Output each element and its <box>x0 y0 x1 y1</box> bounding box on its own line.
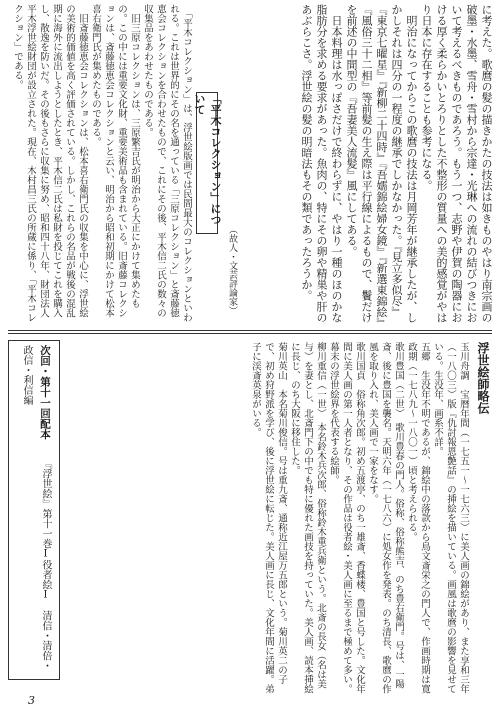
next-issue-box <box>8 340 60 680</box>
essay-author-note: （故人・文芸評論家） <box>227 225 237 315</box>
bio-body: 玉川舟調 宝暦年間（一七五一〜一七六三）に美人画の錦絵があり、また享和三年（一八〇三）版『仇討報恩艶話』の挿絵を描いている。画風は歌麿の影響を見せている。生没年、画系不詳。 五郷 生没年不明であるが、錦絵中の落款から鳥文斎栄之の門人で、作画時期は寛政期（一七八九〜一八〇一）頃と考えられる。 歌川豊国（二世） 歌川豊春の門人。俗称、俗称熊吉、のち豊右衛門。号は、一陽斎、後に豊国を襲名。天明六年（一七八六）に処女作を発表。のち清長、歌麿の作風を取り入れ、美人画で一家をなす。 歌川国貞 俗称角次郎。初め五渡亭、のち一雄斎、香蝶楼、豊国と号した。文化年間に美人画の第一人者となり、その作品は役者絵・美人画に至るまで極めて多い。幕末の浮世絵界を代表する絵師。 柳川重信（一世） 本名鈴木兵次郎、俗称鈴木重兵衛という。北斎の長女（名は美与）を妻とし、北斎門下の中でも特に優れた画技を持っていた。美人画、読本挿絵に長じ、のち大阪に移住した。 菊川英山 本名菊川俊信。号は重九斎、通称近江屋万五郎という。菊川英二の子で、初め狩野派を学び、後に浮世絵に転じた。美人画に長じ、文化年間に活躍。弟子に渓斎英泉がいる。 <box>250 342 469 694</box>
bio-header: 浮世絵師略伝 <box>476 342 490 414</box>
next-issue-title: 次回・第十一回配本 <box>39 345 51 440</box>
page-number: 3 <box>28 694 35 707</box>
section-divider <box>8 333 492 334</box>
essay-body: に考えた。歌麿の髪の描きかたの技法は如きものやはり南宗画の破墨・水墨、雪舟・雪村から宗達・光琳への流れの結びつきにおいて考えるべきものであろう。もう一つ、志野や伊賀の陶器における厚く柔らかいとろりとした不整形の質量への美的感覚がやはり日本に存在することも参考になる。 明治になってからこの歌麿の技法は月岡芳年が継承したが、しかしそれは四分の一程度の継承でしかなかった。『見立多似尽』『東京七曜星』『新柳二十四時』『吾嬬錦絵婦女鏡』『新選東錦絵』『風俗三十二相』等前髪の生え際は平行線によるもので、鬢だけを前述の中間型の『吾妻美人流髪』風にしてある。 日本料理は水っぽさだけで終わらずに、やはり一種のほのかな脂肪分を求める要求があった。魚肉の、特にその卵や精巣や肝のあぶらこさ。浮世絵の髪の明暗法もその類であったろうか。 <box>300 4 493 323</box>
hiranoki-section-body: 「平木コレクション」は、浮世絵版画では民間最大のコレクションといわれる。これは世界的にその名を通っている「三原コレクション」と斎藤徳恵会コレクションを合わせたもので、これにその後、平木信二氏の数々の収集品をあわせたものである。 旧三原コレクションは、三原繁吉氏が明治から大正にかけて集めたもの。この中には重要文化財、重要美術品も含まれている。旧斎藤コレクションは、斎藤徳恵会コレクションと云い、明治から昭和初期にかけて松本喜右衛門氏が集めたものである。 旧斎藤徳恵会コレクションは、松本喜右衛門氏の収集を中心に、浮世絵の美術的価値を高く評価されている。しかし、これらの名品が戦後の混乱期に海外に流出しようとしたとき、平木信二氏は私財を投じてこれを購入し、散逸を防いだ。その後もさらに収集に努め、昭和四十八年、財団法人平木浮世絵財団が設立された。現在、木村昌三氏の所蔵に係り、「平木コレクション」である。 <box>12 4 192 323</box>
next-issue-text: 『浮世絵』第十一巻Ⅰ役者絵Ⅰ 清信・清倍・政信・利信編 <box>21 345 51 671</box>
section-divider <box>8 330 492 331</box>
hiranoki-section-title: 「平木コレクション」について <box>196 92 218 234</box>
